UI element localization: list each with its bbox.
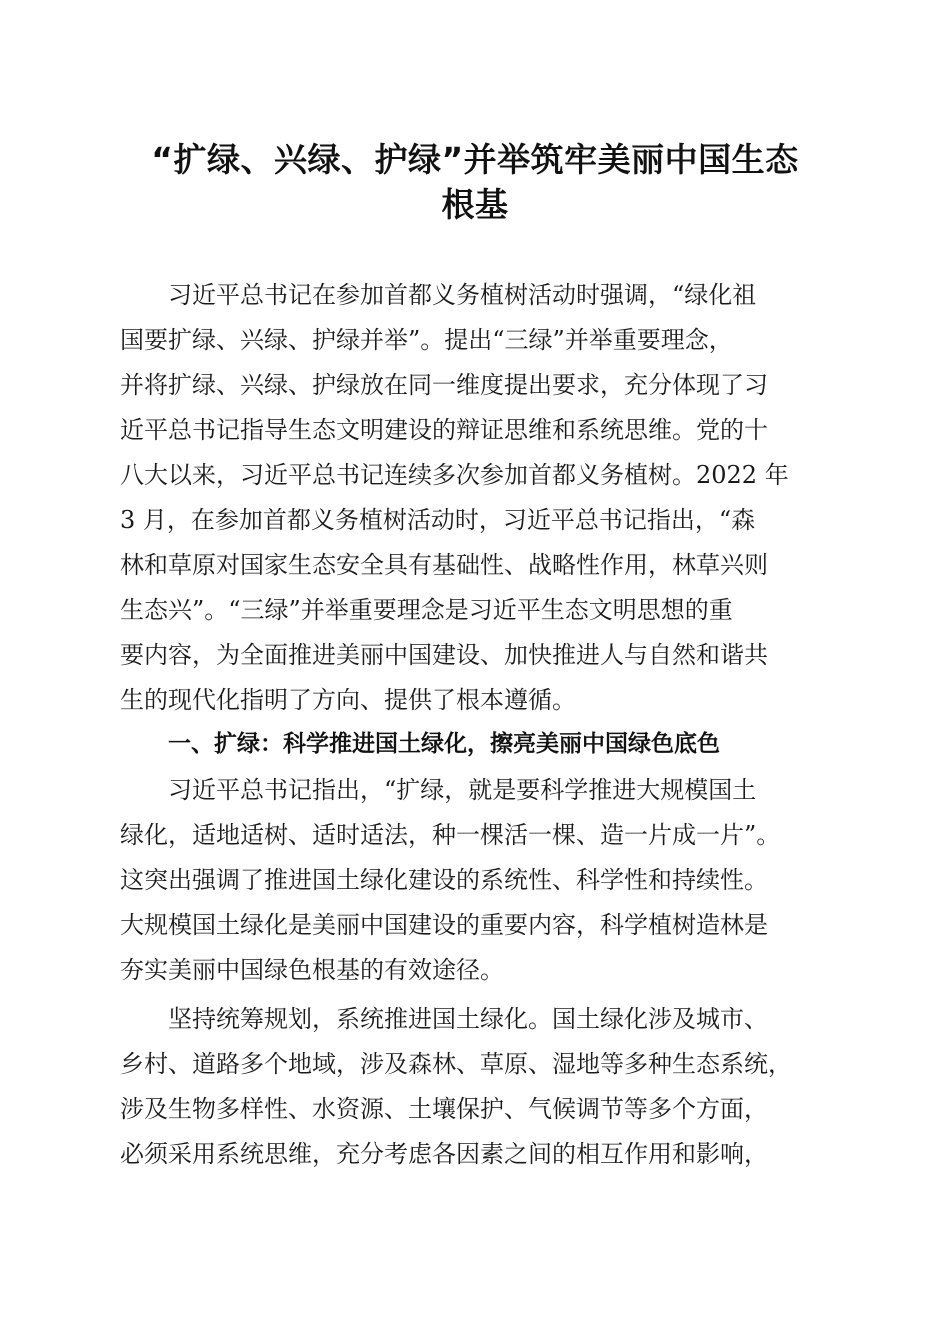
paragraph-3-line: 涉及生物多样性、水资源、土壤保护、气候调节等多个方面， [120, 1095, 768, 1123]
paragraph-1-line: 并将扩绿、兴绿、护绿放在同一维度提出要求，充分体现了习 [120, 371, 768, 399]
paragraph-1-line: 3 月，在参加首都义务植树活动时，习近平总书记指出，“森 [120, 506, 756, 534]
paragraph-3-line: 必须采用系统思维，充分考虑各因素之间的相互作用和影响， [120, 1140, 768, 1168]
paragraph-3-line: 乡村、道路多个地域，涉及森林、草原、湿地等多种生态系统， [120, 1050, 792, 1078]
paragraph-3-line: 坚持统筹规划，系统推进国土绿化。国土绿化涉及城市、 [168, 1005, 768, 1033]
paragraph-1-line: 生态兴”。“三绿”并举重要理念是习近平生态文明思想的重 [120, 596, 733, 624]
document-title-line-2: 根基 [441, 185, 509, 224]
paragraph-2-line: 习近平总书记指出，“扩绿，就是要科学推进大规模国土 [168, 776, 757, 804]
document-title-line-1: “扩绿、兴绿、护绿”并举筑牢美丽中国生态 [151, 140, 799, 179]
paragraph-1-line: 林和草原对国家生态安全具有基础性、战略性作用，林草兴则 [120, 551, 768, 579]
paragraph-1-line: 八大以来，习近平总书记连续多次参加首都义务植树。2022 年 [120, 461, 789, 489]
paragraph-1-line: 国要扩绿、兴绿、护绿并举”。提出“三绿”并举重要理念， [120, 326, 733, 354]
paragraph-1-line: 习近平总书记在参加首都义务植树活动时强调，“绿化祖 [168, 281, 757, 309]
section-heading-1: 一、扩绿：科学推进国土绿化，擦亮美丽中国绿色底色 [168, 731, 720, 757]
paragraph-1-line: 近平总书记指导生态文明建设的辩证思维和系统思维。党的十 [120, 416, 768, 444]
paragraph-2-line: 夯实美丽中国绿色根基的有效途径。 [120, 956, 504, 984]
paragraph-1-line: 要内容，为全面推进美丽中国建设、加快推进人与自然和谐共 [120, 641, 768, 669]
paragraph-2-line: 绿化，适地适树、适时适法，种一棵活一棵、造一片成一片”。 [120, 821, 781, 849]
paragraph-2-line: 这突出强调了推进国土绿化建设的系统性、科学性和持续性。 [120, 866, 768, 894]
paragraph-1-line: 生的现代化指明了方向、提供了根本遵循。 [120, 686, 576, 714]
paragraph-2-line: 大规模国土绿化是美丽中国建设的重要内容，科学植树造林是 [120, 911, 768, 939]
